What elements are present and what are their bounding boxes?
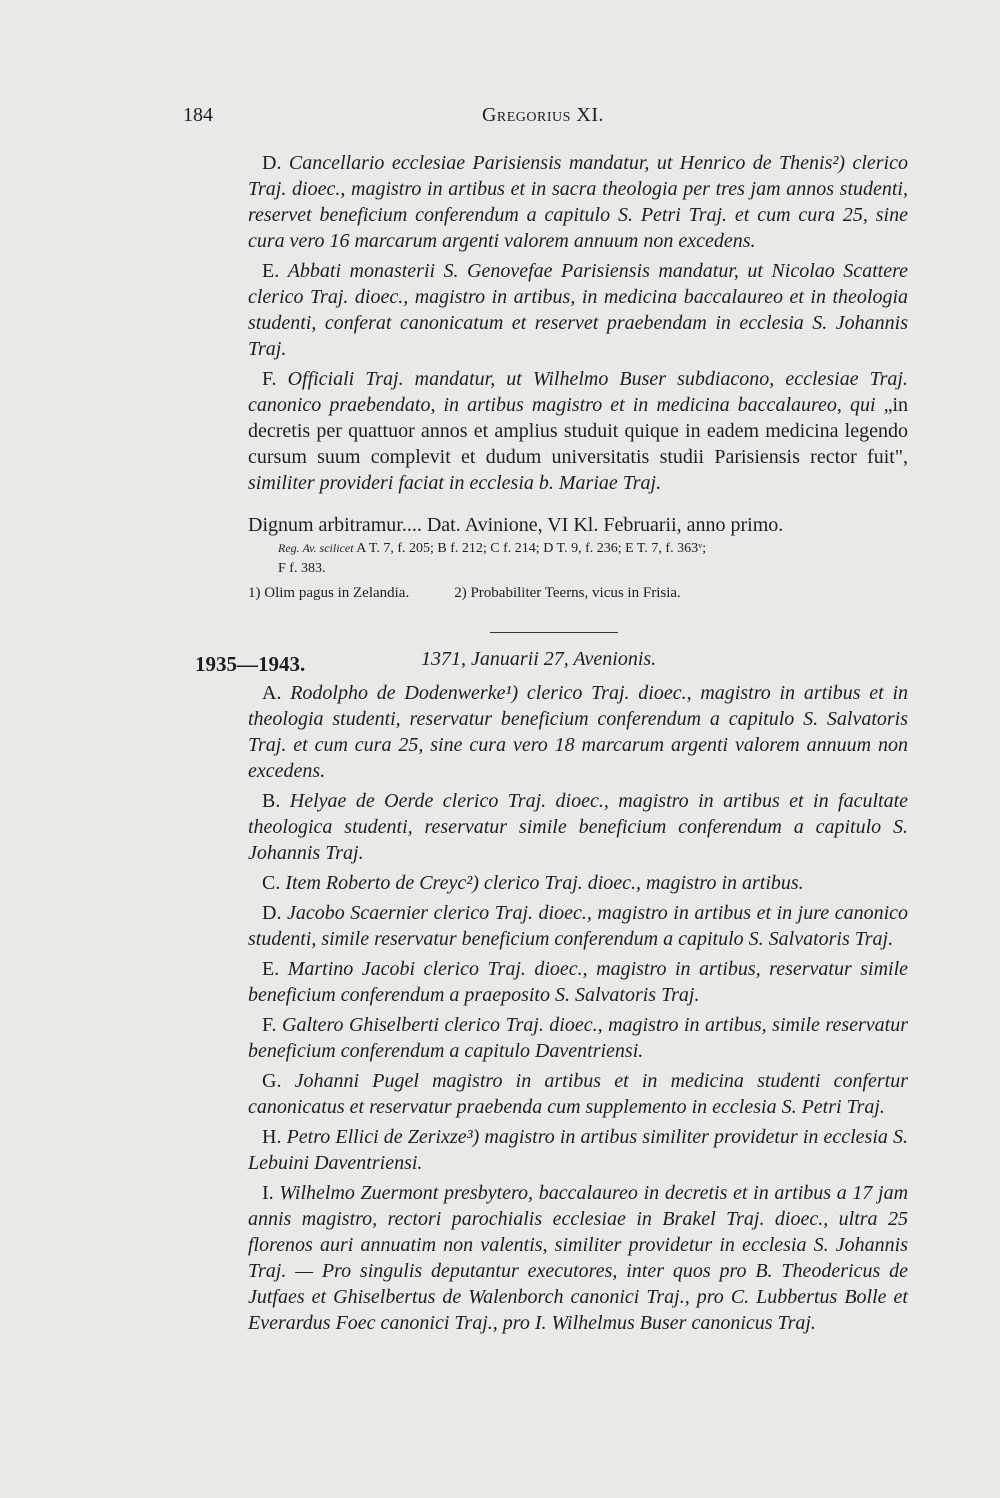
entry-i: I. Wilhelmo Zuermont presbytero, baccalaureo in decretis et in artibus a 17 jam annis magistro, rectori parochialis ecclesiae in Brakel Traj. dioec., ultra 25 florenos auri annuatim non valentis, similiter providetur in ecclesia S. Johannis Traj. — Pro singulis deputantur executores, inter quos pro B. Theodericus de Jutfaes et Ghiselbertus de Walenborch canonici Traj., pro C. Lubbertus Bolle et Everardus Foec canonici Traj., pro I. Wilhelmus Buser canonicus Traj.	[248, 1182, 909, 1334]
entry-f: F. Galtero Ghiselberti clerico Traj. dioec., magistro in artibus, simile reservatur beneficium conferendum a capitulo Daventriensi.	[248, 1014, 908, 1062]
register-reference: Reg. Av. scilicet A T. 7, f. 205; B f. 212; C f. 214; D T. 9, f. 236; E T. 7, f. 363ᵛ; F f. 383.	[278, 541, 707, 576]
entry-d-top: D. Cancellario ecclesiae Parisiensis mandatur, ut Henrico de Thenis²) clerico Traj. dioec., magistro in artibus et in sacra theologia per tres jam annos studenti, reservet beneficium conferendum a capitulo S. Petri Traj. et cum cura 25, sine cura vero 16 marcarum argenti valorem annuum non excedens.	[248, 152, 908, 252]
entry-d: D. Jacobo Scaernier clerico Traj. dioec., magistro in artibus et in jure canonico studenti, simile reservatur beneficium conferendum a capitulo S. Salvatoris Traj.	[248, 902, 908, 950]
section-number: 1935—1943.	[195, 652, 306, 676]
section-heading	[195, 648, 907, 676]
entry-f-top: F. Officiali Traj. mandatur, ut Wilhelmo Buser subdiacono, ecclesiae Traj. canonico praebendato, in artibus magistro et in medicina baccalaureo, qui „in decretis per quattuor annos et amplius studuit quique in eadem medicina legendo cursum suum complevit et dudum universitatis studii Parisiensis rector fuit", similiter provideri faciat in ecclesia b. Mariae Traj.	[248, 368, 908, 494]
entry-a: A. Rodolpho de Dodenwerke¹) clerico Traj. dioec., magistro in artibus et in theologia studenti, reservatur beneficium conferendum a capitulo S. Salvatoris Traj. et cum cura 25, sine cura vero 18 marcarum argenti valorem annuum non excedens.	[248, 682, 909, 782]
entry-g: G. Johanni Pugel magistro in artibus et in medicina studenti confertur canonicatus et reservatur praebenda cum supplemento in ecclesia S. Petri Traj.	[248, 1070, 909, 1118]
top-entries	[248, 150, 908, 603]
entry-c: C. Item Roberto de Creyc²) clerico Traj. dioec., magistro in artibus.	[262, 872, 804, 894]
entry-h: H. Petro Ellici de Zerixze³) magistro in artibus similiter providetur in ecclesia S. Lebuini Daventriensi.	[248, 1126, 908, 1174]
page-header	[183, 104, 903, 134]
running-title: Gregorius XI.	[481, 104, 605, 126]
entry-e-top: E. Abbati monasterii S. Genovefae Parisiensis mandatur, ut Nicolao Scattere clerico Traj. dioec., magistro in artibus, in medicina baccalaureo et in theologia studenti, conferat canonicatum et reservet praebendam in ecclesia S. Johannis Traj.	[248, 260, 909, 360]
footnote-2: 2) Probabiliter Teerns, vicus in Frisia.	[454, 585, 681, 601]
entry-e: E. Martino Jacobi clerico Traj. dioec., magistro in artibus, reservatur simile beneficium conferendum a praeposito S. Salvatoris Traj.	[248, 958, 908, 1006]
entry-b: B. Helyae de Oerde clerico Traj. dioec., magistro in artibus et in facultate theologica studenti, reservatur simile beneficium conferendum a capitulo S. Johannis Traj.	[248, 790, 909, 864]
section-date: 1371, Januarii 27, Avenionis.	[421, 648, 657, 670]
section-entries	[248, 680, 908, 1340]
section-divider	[490, 632, 618, 633]
footnote-1: 1) Olim pagus in Zelandia.	[248, 585, 410, 601]
page-number: 184	[183, 104, 213, 126]
footnotes	[248, 583, 908, 603]
dating-clause: Dignum arbitramur.... Dat. Avinione, VI Kl. Februarii, anno primo.	[248, 514, 784, 536]
